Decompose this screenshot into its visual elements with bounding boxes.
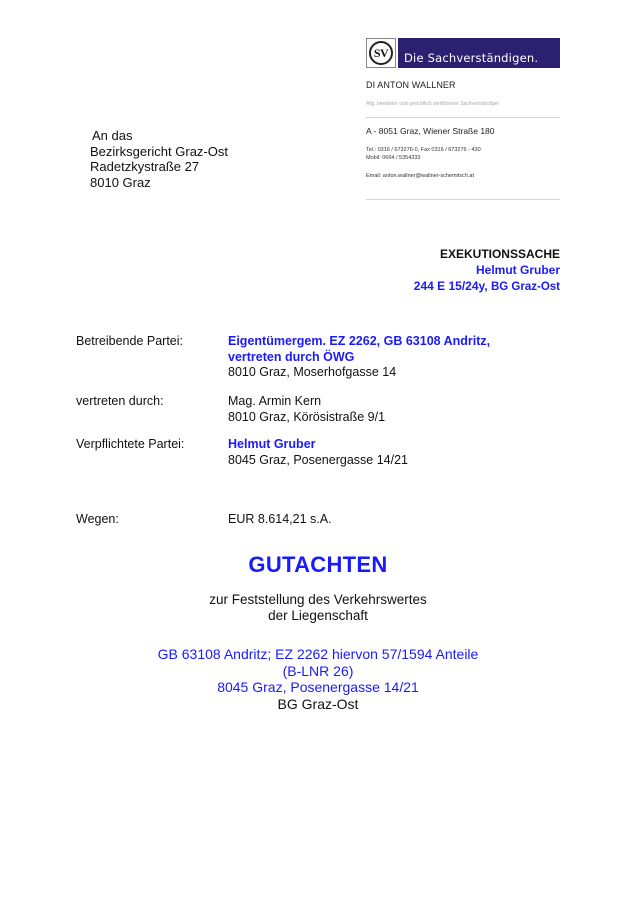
vertreten-name: Mag. Armin Kern: [228, 394, 322, 408]
expert-mobile: Mobil: 0664 / 5354333: [366, 155, 421, 161]
expert-email[interactable]: Email: anton.wallner@wallner-schemitsch.at: [366, 173, 474, 179]
report-title: GUTACHTEN: [248, 552, 388, 577]
sv-circle-icon: SV: [369, 41, 393, 65]
recipient-court: Bezirksgericht Graz-Ost: [90, 143, 228, 159]
recipient-address: [90, 128, 228, 190]
betreibende-name: Eigentümergem. EZ 2262, GB 63108 Andritz,: [228, 334, 491, 348]
case-number: 244 E 15/24y,: [413, 279, 488, 293]
expert-name: DI ANTON WALLNER: [366, 80, 456, 90]
property-description: [0, 646, 636, 712]
betreibende-label: Betreibende Partei:: [76, 334, 184, 348]
expert-phone: Tel.: 0316 / 673276-0, Fax 0316 / 673276 - 430: [366, 147, 481, 153]
vertreten-durch: [228, 394, 385, 425]
verpflichtete-partei: [228, 437, 408, 468]
betreibende-address: 8010 Graz, Moserhofgasse 14: [228, 365, 397, 379]
recipient-street: Radetzkystraße 27: [90, 159, 200, 174]
vertreten-label: vertreten durch:: [76, 394, 164, 408]
expert-address: A - 8051 Graz, Wiener Straße 180: [366, 126, 495, 136]
letterhead-divider: [366, 117, 560, 118]
verpflichtete-label: Verpflichtete Partei:: [76, 437, 185, 451]
recipient-city: 8010 Graz: [90, 174, 151, 190]
company-logo: [366, 38, 560, 68]
case-reference: [414, 278, 560, 295]
report-subtitle: [0, 592, 636, 624]
vertreten-address: 8010 Graz, Körösistraße 9/1: [228, 409, 386, 424]
property-lnr: (B-LNR 26): [282, 662, 354, 679]
betreibende-partei: [228, 334, 490, 381]
case-type: EXEKUTIONSSACHE: [439, 247, 560, 261]
property-court: BG Graz-Ost: [277, 695, 359, 712]
report-subtitle-line2: der Liegenschaft: [268, 608, 368, 623]
report-subtitle-line1: zur Feststellung des Verkehrswertes: [209, 592, 427, 607]
verpflichtete-address: 8045 Graz, Posenergasse 14/21: [228, 452, 408, 467]
case-court: BG Graz-Ost: [490, 281, 560, 293]
case-header: [414, 246, 560, 295]
betreibende-representative: vertreten durch ÖWG: [228, 349, 355, 364]
verpflichtete-name: Helmut Gruber: [228, 437, 316, 451]
sv-logo-mark: [366, 38, 396, 68]
letterhead-divider-bottom: [366, 199, 560, 200]
wegen-amount: EUR 8.614,21 s.A.: [228, 512, 332, 526]
property-address: 8045 Graz, Posenergasse 14/21: [217, 679, 419, 695]
expert-title: Allg. beeideter und gerichtlich zertifizierter Sachverständiger: [366, 101, 500, 107]
wegen-label: Wegen:: [76, 512, 119, 526]
property-register: GB 63108 Andritz; EZ 2262 hiervon 57/1594 Anteile: [157, 646, 479, 662]
case-party: Helmut Gruber: [475, 263, 560, 277]
recipient-line: An das: [92, 128, 133, 143]
logo-wordmark: Die Sachverständigen.: [398, 38, 560, 68]
